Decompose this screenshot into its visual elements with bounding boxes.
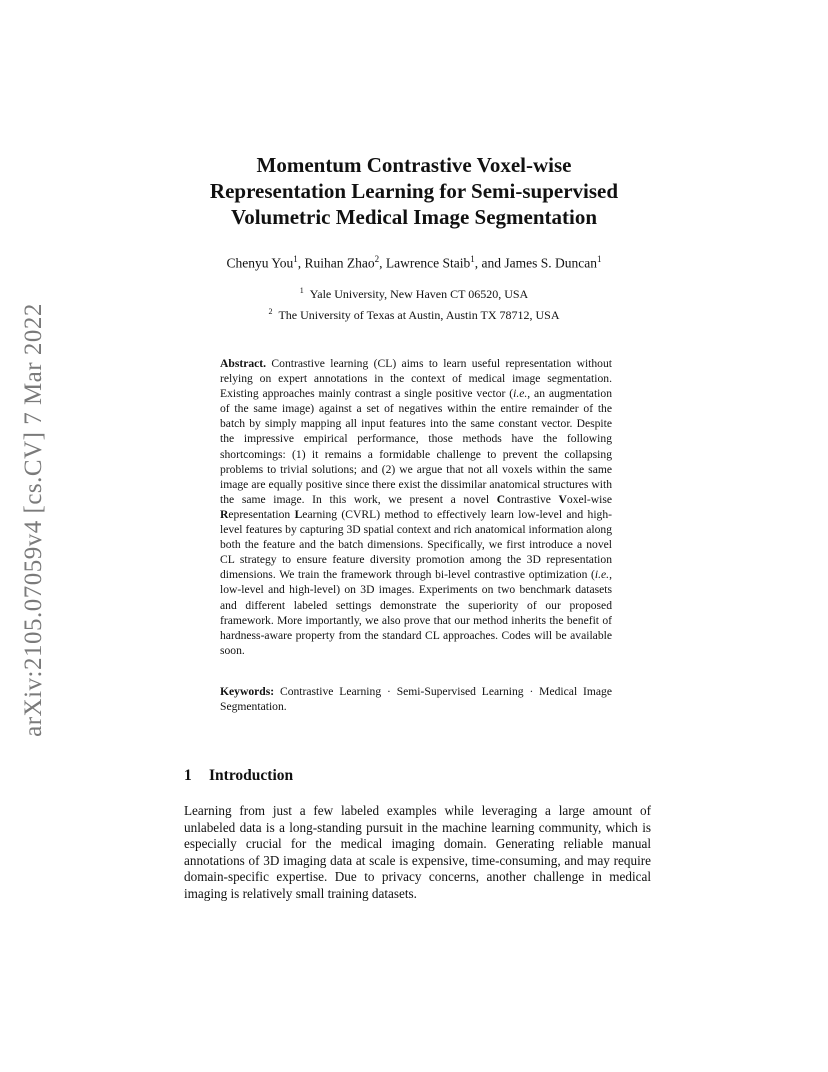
keywords-text: Contrastive Learning · Semi-Supervised Learning · Medical Image Segmentation. bbox=[220, 685, 612, 714]
abstract-text: oxel-wise bbox=[566, 492, 612, 506]
abstract-bold-text: R bbox=[220, 507, 229, 521]
abstract-text: Contrastive learning (CL) aims to learn useful representation without relying on expert annotations in the context of medical image segmentation. Existing approaches mainly contrast a single positive vector ( bbox=[220, 357, 612, 401]
author-name: Ruihan Zhao bbox=[304, 255, 375, 271]
author-separator: , bbox=[379, 255, 386, 271]
author-affiliation-mark: 1 bbox=[596, 254, 602, 264]
author-affiliation-mark: 2 bbox=[374, 254, 380, 264]
author-name: James S. Duncan bbox=[504, 255, 597, 271]
abstract-bold-text: L bbox=[294, 507, 303, 521]
keywords-label: Keywords: bbox=[220, 685, 275, 698]
abstract-bold-text: V bbox=[558, 492, 567, 506]
abstract-text: , low-level and high-level) on 3D images. Experiments on two benchmark datasets and different labeled settings demonstrate the superiority of our proposed framework. More importantly, we also prove that our method inherits the benefit of hardness-aware property from the standard CL approaches. Codes will be available soon. bbox=[220, 568, 612, 657]
author-list bbox=[150, 254, 678, 272]
affiliation-mark: 2 bbox=[268, 307, 273, 316]
abstract-text: ontrastive bbox=[505, 492, 559, 506]
affiliation bbox=[150, 282, 678, 303]
abstract bbox=[220, 356, 612, 658]
arxiv-identifier: arXiv:2105.07059v4 [cs.CV] 7 Mar 2022 bbox=[20, 303, 47, 737]
title-line: Momentum Contrastive Voxel-wise bbox=[256, 153, 572, 177]
abstract-text: , an augmentation of the same image) against a set of negatives within the entire remainder of the batch by simply mapping all input features into the same constant vector. Despite the impressive empirical performance, those methods have the following shortcomings: (1) it remains a formidable challenge to prevent the collapsing problems to trivial solutions; and (2) we argue that not all voxels within the same image are equally positive since there exist the dissimilar anatomical structures with the same image. In this work, we present a novel bbox=[220, 387, 612, 506]
affiliation bbox=[150, 303, 678, 324]
abstract-italic-text: i.e. bbox=[594, 568, 610, 582]
abstract-text: epresentation bbox=[228, 507, 295, 521]
author-separator: , bbox=[297, 255, 305, 271]
keywords bbox=[220, 684, 612, 714]
affiliation-text: The University of Texas at Austin, Austin TX 78712, USA bbox=[278, 308, 560, 322]
author-affiliation-mark: 1 bbox=[293, 254, 298, 264]
abstract-label: Abstract. bbox=[220, 357, 267, 370]
section-heading bbox=[184, 767, 293, 785]
affiliation-text: Yale University, New Haven CT 06520, USA bbox=[309, 287, 529, 301]
author-name: Lawrence Staib bbox=[385, 255, 471, 271]
abstract-text: earning (CVRL) method to effectively learn low-level and high-level features by capturing 3D spatial context and rich anatomical information along both the feature and the batch dimensions. Specifically, we first introduce a novel CL strategy to ensure feature diversity promotion among the 3D representation dimensions. We train the framework through bi-level contrastive optimization ( bbox=[220, 507, 612, 582]
abstract-italic-text: i.e. bbox=[513, 387, 528, 401]
abstract-bold-text: C bbox=[496, 492, 506, 506]
section-number: 1 bbox=[184, 767, 192, 784]
abstract-body bbox=[220, 357, 612, 657]
affiliations bbox=[150, 282, 678, 324]
affiliation-mark: 1 bbox=[299, 286, 304, 295]
intro-paragraph: Learning from just a few labeled examples while leveraging a large amount of unlabeled data is a long-standing pursuit in the machine learning community, which is especially crucial for the medical imaging domain. Generating reliable manual annotations of 3D imaging data at scale is expensive, time-consuming, and may require domain-specific expertise. Due to privacy concerns, another challenge in medical imaging is relatively small training datasets. bbox=[184, 803, 651, 901]
title-line: Representation Learning for Semi-supervised bbox=[209, 179, 619, 203]
author-separator: , and bbox=[474, 255, 505, 271]
author-affiliation-mark: 1 bbox=[470, 254, 475, 264]
section-title: Introduction bbox=[209, 767, 294, 784]
title-line: Volumetric Medical Image Segmentation bbox=[230, 205, 598, 229]
paper-title bbox=[150, 152, 678, 230]
author-name: Chenyu You bbox=[226, 255, 294, 271]
